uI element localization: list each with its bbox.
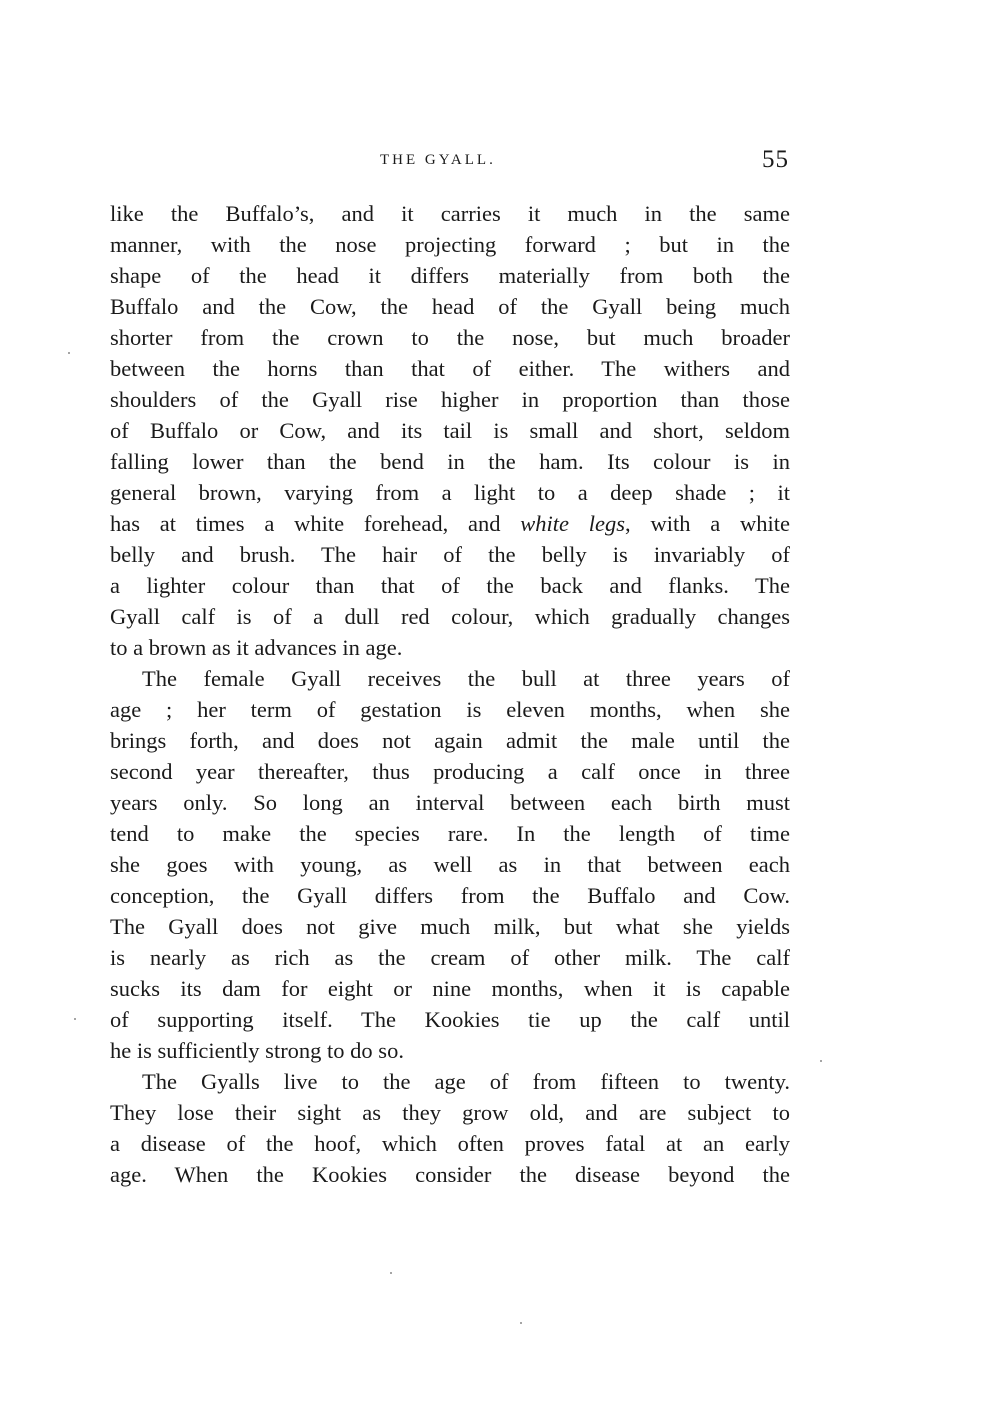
text-line: of Buffalo or Cow, and its tail is small and short, seldom xyxy=(110,418,790,443)
text-line: manner, with the nose projecting forward ; but in the xyxy=(110,232,790,257)
text-line: brings forth, and does not again admit the male until the xyxy=(110,728,790,753)
text-line: to a brown as it advances in age. xyxy=(110,635,403,660)
text-line: The female Gyall receives the bull at three years of xyxy=(142,666,790,691)
text-line: shape of the head it differs materially from both the xyxy=(110,263,790,288)
text-line: falling lower than the bend in the ham. Its colour is in xyxy=(110,449,790,474)
text-line: The Gyalls live to the age of from fifteen to twenty. xyxy=(142,1069,790,1094)
text-line: They lose their sight as they grow old, and are subject to xyxy=(110,1100,790,1125)
text-line: Gyall calf is of a dull red colour, which gradually changes xyxy=(110,604,790,629)
text-line: shoulders of the Gyall rise higher in proportion than those xyxy=(110,387,790,412)
text-line: tend to make the species rare. In the length of time xyxy=(110,821,790,846)
text-line: The Gyall does not give much milk, but what she yields xyxy=(110,914,790,939)
text-line: Buffalo and the Cow, the head of the Gyall being much xyxy=(110,294,790,319)
text-line: like the Buffalo’s, and it carries it much in the same xyxy=(110,201,790,226)
text-line: is nearly as rich as the cream of other milk. The calf xyxy=(110,945,790,970)
body-text xyxy=(110,198,790,1190)
text-line: has at times a white forehead, and white legs, with a white xyxy=(110,511,790,536)
scan-speck xyxy=(820,1060,822,1062)
text-line: a disease of the hoof, which often proves fatal at an early xyxy=(110,1131,790,1156)
page-number: 55 xyxy=(762,146,789,173)
text-line: years only. So long an interval between each birth must xyxy=(110,790,790,815)
scan-speck xyxy=(74,1018,76,1020)
scan-speck xyxy=(520,1322,522,1324)
text-line: shorter from the crown to the nose, but much broader xyxy=(110,325,790,350)
text-line: age ; her term of gestation is eleven months, when she xyxy=(110,697,790,722)
text-line: sucks its dam for eight or nine months, when it is capable xyxy=(110,976,790,1001)
text-line: of supporting itself. The Kookies tie up the calf until xyxy=(110,1007,790,1032)
text-line: general brown, varying from a light to a deep shade ; it xyxy=(110,480,790,505)
italic-phrase: white legs xyxy=(520,511,626,536)
text-line: between the horns than that of either. The withers and xyxy=(110,356,790,381)
running-title: THE GYALL. xyxy=(380,152,496,168)
text-line: belly and brush. The hair of the belly is invariably of xyxy=(110,542,790,567)
scan-speck xyxy=(68,352,70,354)
text-line: he is sufficiently strong to do so. xyxy=(110,1038,404,1063)
text-line: second year thereafter, thus producing a calf once in three xyxy=(110,759,790,784)
text-line: age. When the Kookies consider the disease beyond the xyxy=(110,1162,790,1187)
text-line: conception, the Gyall differs from the Buffalo and Cow. xyxy=(110,883,790,908)
scan-speck xyxy=(390,1272,392,1274)
text-line: a lighter colour than that of the back and flanks. The xyxy=(110,573,790,598)
text-line: she goes with young, as well as in that between each xyxy=(110,852,790,877)
